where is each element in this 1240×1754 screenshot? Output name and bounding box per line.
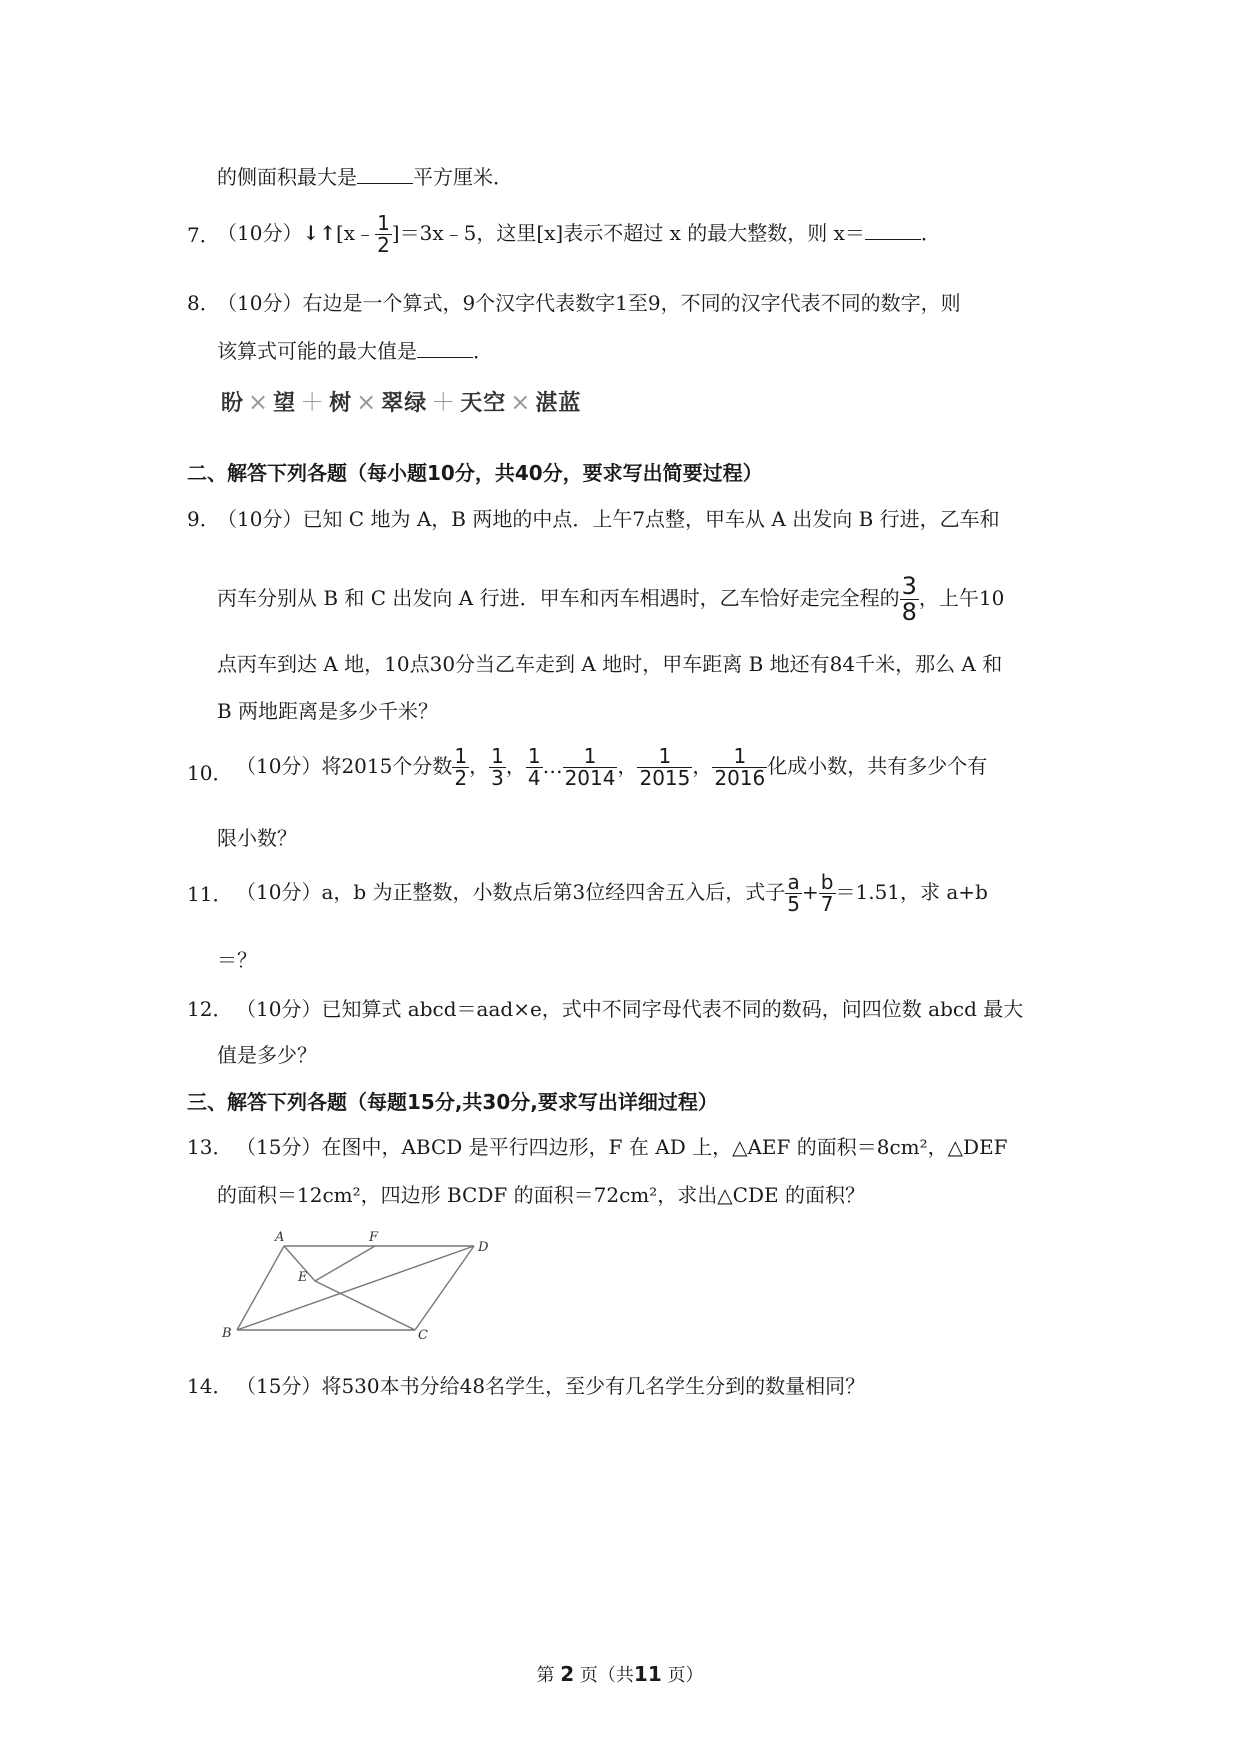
question-14-line: （15分）将530本书分给48名学生，至少有几名学生分到的数量相同？	[236, 1374, 866, 1398]
question-9-line-4: B 两地距离是多少千米？	[217, 699, 439, 723]
question-10-number: 10．	[187, 761, 233, 785]
total-pages: 11	[633, 1662, 662, 1686]
continuation-text: 的侧面积最大是	[217, 165, 357, 189]
answer-blank	[357, 169, 413, 184]
question-11-number: 11．	[187, 882, 233, 906]
label-D: D	[478, 1240, 489, 1255]
parallelogram-figure	[215, 1225, 495, 1340]
question-12-line-2: 值是多少？	[217, 1043, 317, 1067]
fraction-1-2015: $\frac{1}{2015}$	[639, 744, 691, 790]
page-footer: 第 2 页（共11 页）	[536, 1662, 704, 1686]
question-11-score: （10分）	[236, 880, 322, 904]
fraction-1-2: $\frac{1}{2}$	[454, 744, 468, 790]
fraction-a-5: $\frac{a}{5}$	[787, 870, 800, 916]
question-7-text-b: ]＝3x﹣5，这里[x]表示不超过 x 的最大整数，则 x＝	[391, 221, 865, 245]
question-8-line-1: （10分）右边是一个算式，9个汉字代表数字1至9，不同的汉字代表不同的数字，则	[217, 291, 961, 315]
question-12-line-1: （10分）已知算式 abcd＝aad×e，式中不同字母代表不同的数码，问四位数 abcd 最大	[236, 997, 1024, 1021]
fraction-1-4: $\frac{1}{4}$	[527, 744, 541, 790]
fraction-1-2016: $\frac{1}{2016}$	[714, 744, 766, 790]
fraction-1-2014: $\frac{1}{2014}$	[564, 744, 616, 790]
question-10-line-2: 限小数？	[217, 826, 297, 850]
continuation-unit: 平方厘米．	[413, 165, 513, 189]
question-8-number: 8．	[187, 291, 220, 315]
label-C: C	[418, 1328, 428, 1340]
answer-blank	[417, 343, 473, 358]
question-8-line-2: 该算式可能的最大值是 ．	[217, 339, 493, 363]
label-B: B	[222, 1326, 232, 1340]
question-11-line-2: ＝？	[217, 948, 257, 972]
question-13-score: （15分）	[236, 1135, 322, 1159]
question-9-line-2: 丙车分别从 B 和 C 出发向 A 行进．甲车和丙车相遇时，乙车恰好走完全程的 $\frac{3}{8}$ ，上午10	[217, 572, 1005, 627]
question-7-score: （10分）	[217, 221, 303, 245]
question-12-score: （10分）	[236, 997, 322, 1021]
answer-blank	[865, 225, 921, 240]
label-A: A	[275, 1230, 285, 1245]
question-12-number: 12．	[187, 997, 233, 1021]
label-F: F	[369, 1230, 379, 1245]
segment-EC	[315, 1281, 415, 1330]
question-7-number: 7．	[187, 223, 220, 247]
question-13-line-1: （15分）在图中，ABCD 是平行四边形，F 在 AD 上，△AEF 的面积＝8cm²，△DEF	[236, 1135, 1008, 1159]
question-7-text-c: ．	[920, 221, 941, 245]
fraction-one-half: $\frac{1}{2}$	[377, 211, 390, 257]
question-14-score: （15分）	[236, 1374, 322, 1398]
segment-EF	[315, 1246, 375, 1281]
label-E: E	[298, 1270, 308, 1285]
question-7-text-a: [x﹣	[335, 221, 376, 245]
continuation-line	[217, 167, 513, 187]
question-11-line-1: （10分）a，b 为正整数，小数点后第3位经四舍五入后，式子 $\frac{a}{5}$ + $\frac{b}{7}$ ＝1.51，求 a+b	[236, 870, 988, 916]
question-9-score: （10分）	[217, 507, 303, 531]
fraction-three-eighths: $\frac{3}{8}$	[901, 572, 917, 627]
question-13-line-2: 的面积＝12cm²，四边形 BCDF 的面积＝72cm²，求出△CDE 的面积？	[217, 1183, 865, 1207]
question-8-score: （10分）	[217, 291, 303, 315]
question-10-score: （10分）	[236, 754, 322, 778]
question-9-number: 9．	[187, 507, 220, 531]
edge-AB	[237, 1246, 284, 1330]
question-10-line-1: （10分）将2015个分数 $\frac{1}{2}$ ， $\frac{1}{3}$ ， $\frac{1}{4}$ … $\frac{1}{2014}$ ， $\frac{1}{2015}$ ， $\frac{1}{2016}$ 化成小数，共有多少个有	[236, 744, 988, 790]
segment-BD	[237, 1246, 474, 1330]
chinese-character-equation: 盼 × 望 ＋ 树 × 翠绿 ＋ 天空 × 湛蓝	[221, 388, 582, 416]
fraction-1-3: $\frac{1}{3}$	[491, 744, 504, 790]
edge-DC	[415, 1246, 474, 1330]
question-9-line-3: 点丙车到达 A 地，10点30分当乙车走到 A 地时，甲车距离 B 地还有84千米，那么 A 和	[217, 652, 1003, 676]
question-7	[217, 213, 941, 256]
question-13-number: 13．	[187, 1135, 233, 1159]
arrow-icon: ↓↑	[302, 221, 336, 245]
question-9-line-1: （10分）已知 C 地为 A，B 两地的中点．上午7点整，甲车从 A 出发向 B 行进，乙车和	[217, 507, 1000, 531]
question-14-number: 14．	[187, 1374, 233, 1398]
fraction-b-7: $\frac{b}{7}$	[820, 870, 834, 916]
section-2-heading: 二、解答下列各题（每小题10分，共40分，要求写出简要过程）	[187, 461, 763, 485]
section-3-heading: 三、解答下列各题（每题15分,共30分,要求写出详细过程）	[187, 1090, 718, 1114]
page-number: 2	[560, 1662, 575, 1686]
